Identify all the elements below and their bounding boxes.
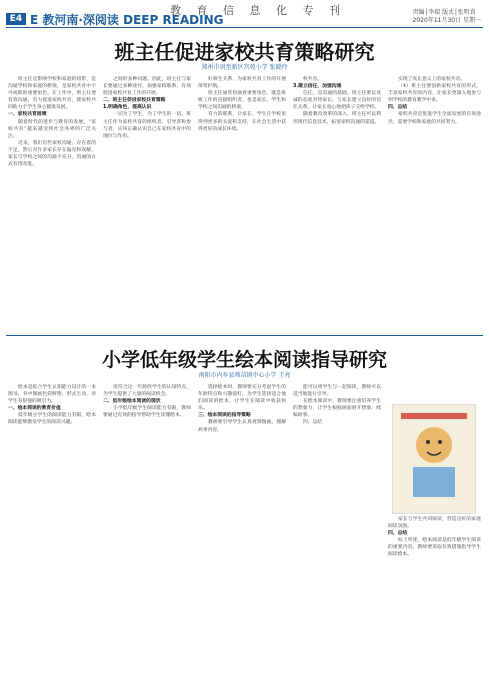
section-heading: 二、班主任促进家校共育策略 xyxy=(103,98,166,104)
article2-byline: 南阳市内乡县师苗镇中心小学 王亮 xyxy=(198,372,291,379)
article1-title: 班主任促进家校共育策略研究 xyxy=(114,40,375,64)
article2-title: 小学低年级学生绘本阅读指导研究 xyxy=(101,349,387,371)
paragraph: 能可以将学生与一起阅读，教师可以适当地进行引导。 xyxy=(293,385,381,398)
paragraph: 述符合这一年龄段学生的认知特点，为学生提供了大量的阅读机会。 xyxy=(103,385,191,398)
article2-column xyxy=(8,384,96,676)
paragraph: 班主任是影响学校和家庭的纽带，是沟通学校和家庭的桥梁，是家校共育中不可或缺的重要角色。在工作中，班主任要有效沟通，有力促进家校共育，使家校共同助力于学生身心健康发展。 xyxy=(8,77,96,111)
paragraph: 之间的多种问题。因此，班主任与家长要通过多种途径，加强家校联系，有效促进家校共育工作的开展。 xyxy=(103,77,191,97)
paragraph: 随着时代的进步与教育的发展，“家校共育”越来越受到社会各界的广泛关注。 xyxy=(8,119,96,139)
masthead xyxy=(0,0,489,28)
paragraph: 随着教育改革的深入，班主任可以利用现代信息技术，拓宽家校沟通的渠道。 xyxy=(293,112,381,125)
article2-column xyxy=(103,384,191,676)
paragraph: 家校共育是促进学生全面发展的有效途径，需要学校和家庭的共同努力。 xyxy=(388,112,481,125)
masthead-decoration: 教 育 信 息 化 专 刊 xyxy=(170,4,346,17)
date-line: 2020年11月30日 星期一 xyxy=(412,17,481,24)
section-heading: 一、家校共育困境 xyxy=(8,112,47,118)
section-heading: 一、绘本阅读的教育价值 xyxy=(8,406,61,412)
paragraph: 好师生关系，为家校共育工作的开展保驾护航。 xyxy=(198,77,286,90)
article1-column xyxy=(388,76,481,330)
paragraph: 教师要引导学生认真观察图画，理解故事内容。 xyxy=(198,420,286,433)
paragraph: 近来，我们有些家校沟通，存在着的不足，然后对许多家长存在偏见和误解，家长与学校之间的沟通不充分，沟通的方式有待改进。 xyxy=(8,140,96,168)
paragraph: 在绘本阅读中，教师要注重培养学生的想象力，让学生根据画面展开想象，续编故事。 xyxy=(293,399,381,419)
section-heading: 三、绘本阅读的指导策略 xyxy=(198,413,251,419)
paragraph: 有力的联系，让家长、学生在学校里得到更多的关爱和支持，在社会生活中获得更好的成长环境。 xyxy=(198,112,286,132)
paragraph: 小学低年级学生阅读能力有限，教师要通过有效的指导帮助学生读懂绘本。 xyxy=(103,406,191,419)
section-heading: 四、总结 xyxy=(388,531,408,537)
article1-byline: 郑州市羽至新区宫苑小学 张晓玲 xyxy=(201,64,288,71)
article1-column xyxy=(293,76,381,330)
article1-column xyxy=(103,76,191,330)
section-heading: 1.明确角色，提高认识 xyxy=(103,105,152,111)
article1-column xyxy=(198,76,286,330)
section-heading: 3.建立信任，加强沟通 xyxy=(293,84,342,90)
paragraph: 信任，是沟通的基础。班主任要以真诚的态度对待家长，与家长建立良好的信任关系，让家长放心地把孩子交给学校。 xyxy=(293,91,381,111)
paragraph: （4）班主任要创新家校共育的形式，丰富家校共育的内容，让家长更深入地参与到学校的教育教学中来。 xyxy=(388,84,481,104)
top-rule xyxy=(6,27,483,28)
article2-column xyxy=(198,384,286,676)
paragraph: 选择绘本时，教师要充分考虑学生的年龄特点和兴趣爱好，为学生选择适合他们阅读的绘本，让学生在阅读中收获快乐。 xyxy=(198,385,286,412)
article-divider xyxy=(6,335,483,336)
article2-column xyxy=(293,384,381,676)
article2-column xyxy=(388,516,481,676)
paragraph: 一切为了学生，为了学生的一切。班主任作为家校共育的组织者、引导者和参与者，应该正确认识自己在家校共育中的地位与作用。 xyxy=(103,112,191,139)
paragraph: 家长与学生共同阅读，营造良好的家庭阅读氛围。 xyxy=(388,517,481,530)
paragraph: 四、总结 xyxy=(303,420,323,426)
article1-column xyxy=(8,76,96,330)
issue-meta xyxy=(413,9,481,25)
paragraph: 绘本是综合学生认知能力设计的一本图书，书中图画色彩鲜艳，形式生动，对学生有很强的吸引力。 xyxy=(8,385,96,405)
section-name: E 教河南·深阅读 DEEP READING xyxy=(30,13,224,27)
paragraph: 综上所述，绘本阅读是低年级学生阅读的重要内容，教师要采取有效措施指导学生阅读绘本。 xyxy=(388,538,481,558)
section-tag: E4 xyxy=(6,13,26,25)
picture-book-image xyxy=(393,405,475,513)
paragraph: 实现了真正意义上的家校共育。 xyxy=(398,77,466,82)
picture-book-illustration xyxy=(392,404,476,514)
editor-line: 责编│李瑞 版式│张明真 xyxy=(412,9,476,16)
section-heading: 二、低年级绘本阅读的现状 xyxy=(103,399,161,405)
paragraph: 校共育。 xyxy=(303,77,323,82)
section-heading: 四、总结 xyxy=(388,105,408,111)
paragraph: 低年级小学生的阅读能力有限，绘本阅读能够激发学生的阅读兴趣。 xyxy=(8,413,96,426)
paragraph: 班主任通常扮演着重要角色，既是班级工作的直接组织者，也是家长、学生和学校之间沟通的桥梁。 xyxy=(198,91,286,111)
